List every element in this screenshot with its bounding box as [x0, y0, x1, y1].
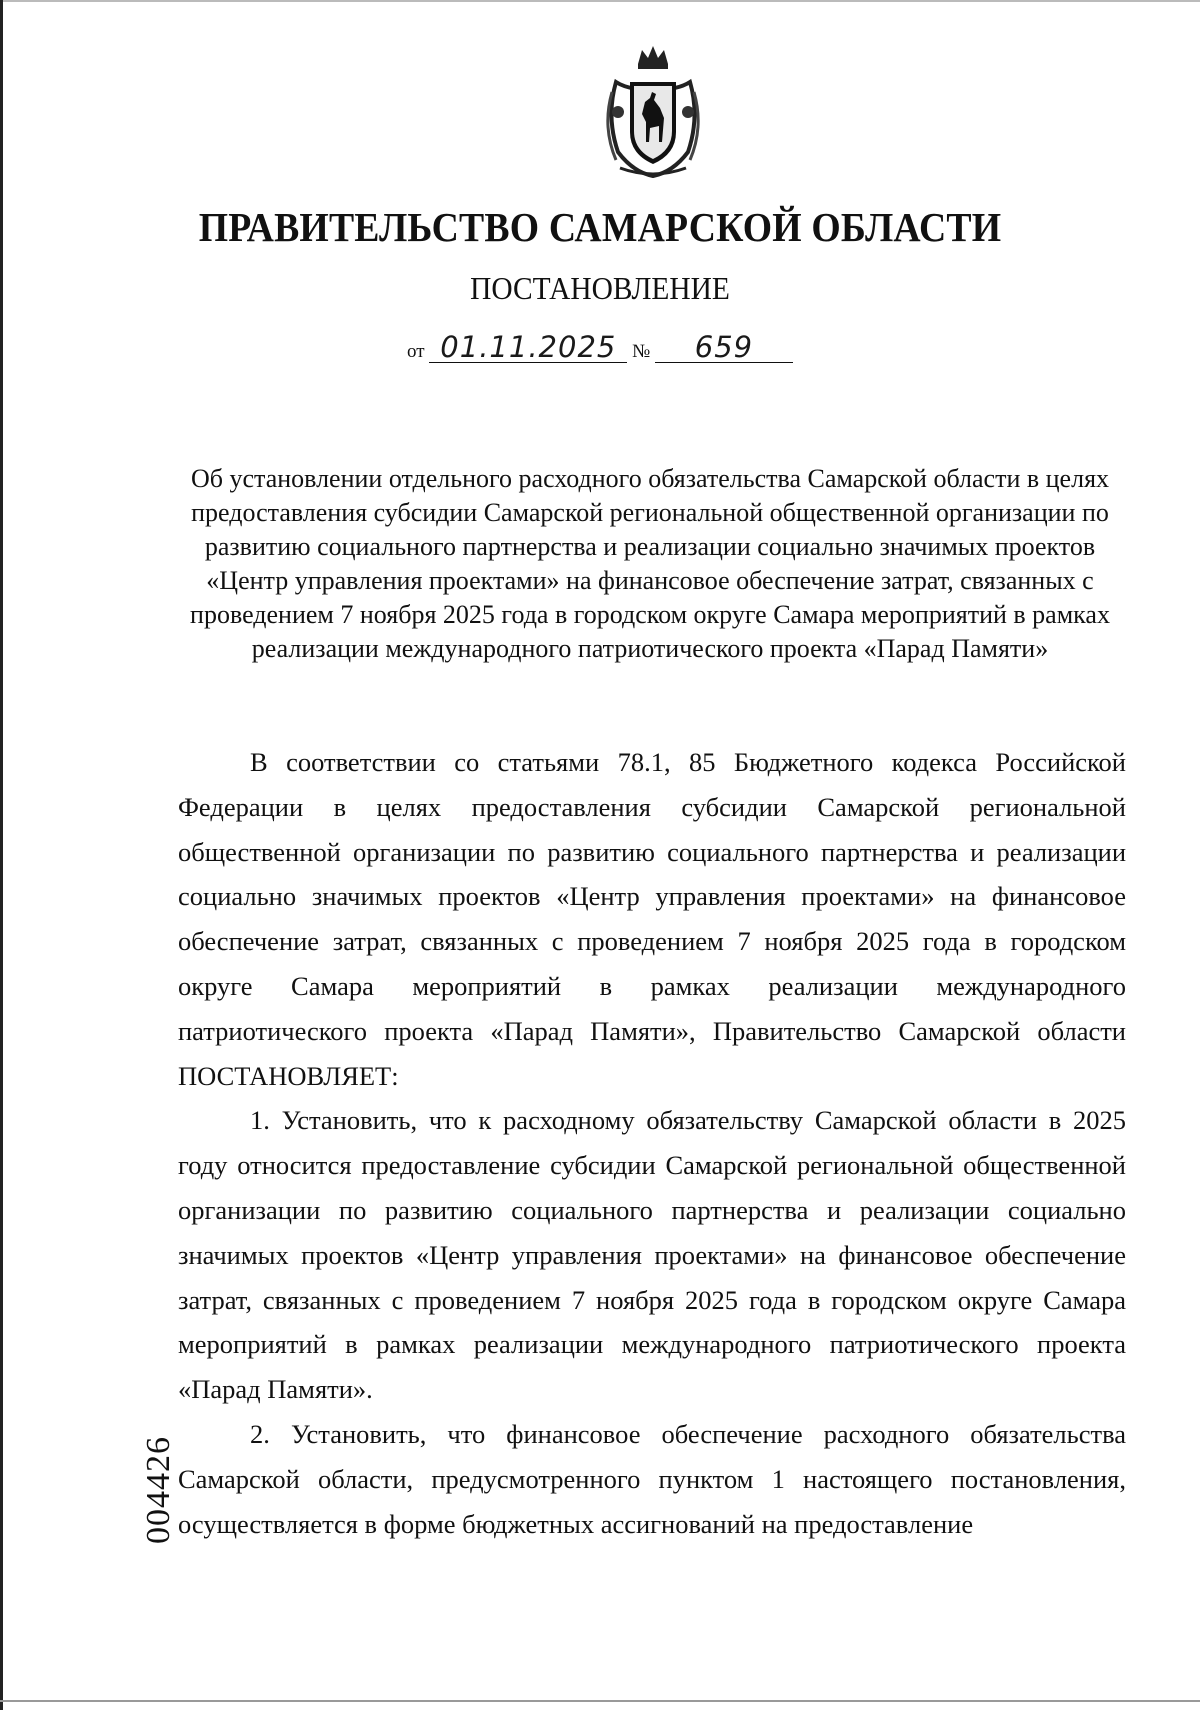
date-number-line: [0, 332, 1200, 363]
scan-edge-left: [0, 0, 3, 1710]
side-serial-number: 004426: [140, 1436, 177, 1544]
body-paragraph-preamble: В соответствии со статьями 78.1, 85 Бюджетного кодекса Российской Федерации в целях предоставления субсидии Самарской региональной общественной организации по развитию социального партнерства и реализации социально значимых проектов «Центр управления проектами» на финансовое обеспечение затрат, связанных с проведением 7 ноября 2025 года в городском округе Самара мероприятий в рамках реализации международного патриотического проекта «Парад Памяти», Правительство Самарской области ПОСТАНОВЛЯЕТ:: [178, 747, 1126, 1091]
scan-edge-top: [0, 0, 1200, 2]
date-value: 01.11.2025: [429, 332, 627, 363]
body-paragraph-1: 1. Установить, что к расходному обязательству Самарской области в 2025 году относится предоставление субсидии Самарской региональной общественной организации по развитию социального партнерства и реализации социально значимых проектов «Центр управления проектами» на финансовое обеспечение затрат, связанных с проведением 7 ноября 2025 года в городском округе Самара мероприятий в рамках реализации международного патриотического проекта «Парад Памяти».: [178, 1105, 1126, 1405]
government-title: ПРАВИТЕЛЬСТВО САМАРСКОЙ ОБЛАСТИ: [198, 204, 1002, 250]
document-title: Об установлении отдельного расходного обязательства Самарской области в целях предоставления субсидии Самарской региональной общественной организации по развитию социального партнерства и реализации социально значимых проектов «Центр управления проектами» на финансовое обеспечение затрат, связанных с проведением 7 ноября 2025 года в городском округе Самара мероприятий в рамках реализации международного патриотического проекта «Парад Памяти»: [190, 464, 1110, 663]
number-prefix: №: [632, 341, 651, 362]
body-paragraph-2: 2. Установить, что финансовое обеспечение расходного обязательства Самарской области, предусмотренного пунктом 1 настоящего постановления, осуществляется в форме бюджетных ассигнований на предоставление: [178, 1418, 1126, 1539]
document-body: [178, 740, 1126, 1546]
number-value: 659: [655, 332, 793, 363]
coat-of-arms-icon: [598, 42, 708, 182]
scan-edge-bottom: [0, 1700, 1200, 1702]
date-prefix: от: [407, 341, 425, 362]
document-type: ПОСТАНОВЛЕНИЕ: [470, 270, 730, 306]
